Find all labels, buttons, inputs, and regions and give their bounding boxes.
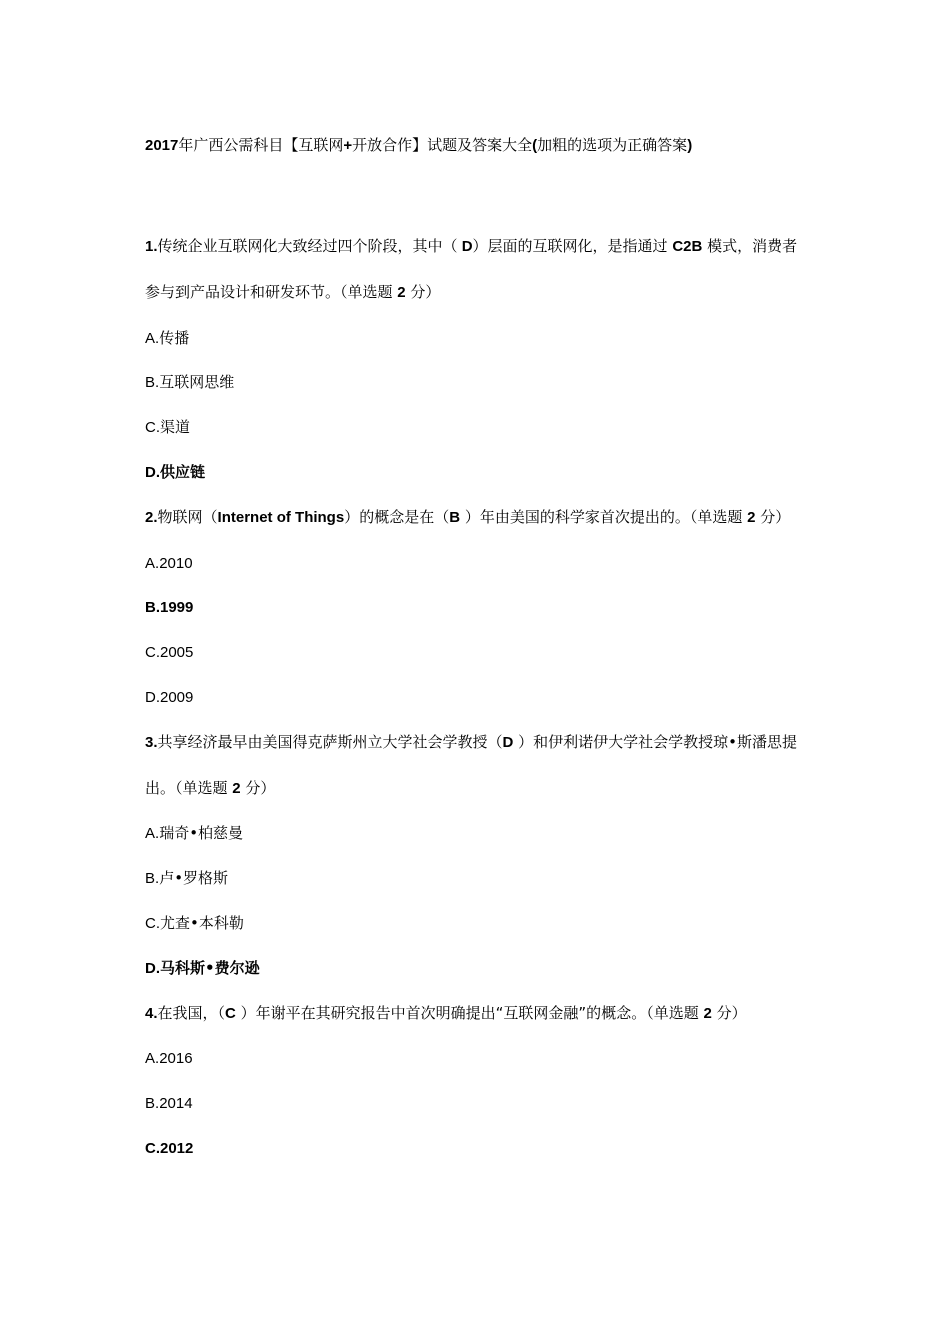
question-number: 4. (145, 1004, 158, 1022)
question-1 (145, 224, 810, 495)
option-label: C. (145, 1139, 160, 1157)
question-4 (145, 991, 810, 1171)
question-stem (145, 991, 810, 1037)
question-number: 1. (145, 238, 158, 255)
question-3 (145, 720, 810, 991)
option-c (145, 405, 810, 450)
option-text: 2005 (160, 644, 194, 662)
option-text: 传播 (159, 328, 190, 347)
question-stem (145, 495, 810, 541)
stem-text: Internet of Things (217, 508, 345, 526)
stem-text: D (502, 733, 514, 751)
stem-text: D (457, 238, 473, 255)
stem-text: 模式，消费者参与到产品设计和研发环节。（单选题 (145, 237, 798, 301)
option-text: 马科斯•费尔逊 (160, 958, 260, 977)
title-text-2: 开放合作】试题及答案大全 (352, 136, 533, 154)
option-text: 2009 (160, 688, 194, 706)
title-note-open: ( (532, 137, 538, 154)
option-label: A. (145, 554, 160, 572)
stem-text: B (449, 508, 461, 526)
option-text: 2016 (159, 1050, 193, 1068)
question-stem (145, 720, 810, 812)
stem-text: 在我国，（ (157, 1003, 226, 1022)
title-note-close: ) (687, 137, 693, 154)
option-b (145, 585, 810, 630)
option-label: C. (145, 644, 160, 662)
question-2 (145, 495, 810, 720)
option-text: 2012 (160, 1139, 194, 1157)
option-a (145, 541, 810, 586)
option-text: 2014 (159, 1095, 193, 1113)
option-label: D. (145, 463, 160, 481)
option-text: 瑞奇•柏慈曼 (159, 824, 244, 843)
option-label: B. (145, 1095, 160, 1113)
stem-text: 分） (755, 507, 791, 526)
document-title (145, 134, 810, 157)
option-text: 尤查•本科勒 (160, 913, 244, 932)
stem-text: ）年由美国的科学家首次提出的。（单选题 (460, 507, 748, 526)
option-label: B. (145, 374, 160, 392)
stem-text: 传统企业互联网化大致经过四个阶段，其中（ (157, 237, 458, 255)
stem-text: 2 (397, 283, 406, 301)
stem-text: 分） (711, 1003, 747, 1022)
option-a (145, 316, 810, 361)
stem-text: 2 (747, 508, 756, 526)
option-c (145, 630, 810, 675)
question-list (145, 224, 810, 1171)
stem-text: ）年谢平在其研究报告中首次明确提出“互联网金融”的概念。（单选题 (235, 1003, 704, 1022)
option-text: 1999 (160, 599, 194, 617)
option-text: 2010 (159, 554, 193, 572)
title-plus: + (343, 137, 353, 154)
title-note: 加粗的选项为正确答案 (537, 136, 688, 154)
option-label: D. (145, 959, 160, 977)
question-stem (145, 224, 810, 316)
stem-text: ）的概念是在（ (344, 507, 450, 526)
stem-text: 分） (405, 282, 441, 301)
option-label: A. (145, 329, 160, 347)
option-c (145, 1126, 810, 1171)
option-label: C. (145, 419, 160, 437)
stem-text: 物联网（ (157, 507, 218, 526)
stem-text: ）层面的互联网化，是指通过 (472, 237, 673, 255)
option-d (145, 675, 810, 720)
option-a (145, 1036, 810, 1081)
question-number: 2. (145, 508, 158, 526)
option-text: 供应链 (160, 462, 206, 481)
option-label: B. (145, 599, 160, 617)
option-label: A. (145, 1050, 160, 1068)
stem-text: 2 (703, 1004, 712, 1022)
option-b (145, 1081, 810, 1126)
option-text: 渠道 (160, 418, 191, 437)
stem-text: C2B (672, 238, 703, 255)
stem-text: C (225, 1004, 236, 1022)
option-c (145, 901, 810, 946)
option-d (145, 946, 810, 991)
title-text-1: 年广西公需科目【互联网 (178, 136, 344, 154)
option-text: 卢•罗格斯 (159, 869, 229, 888)
option-b (145, 856, 810, 901)
stem-text: 分） (240, 778, 276, 797)
stem-text: 共享经济最早由美国得克萨斯州立大学社会学教授（ (157, 732, 503, 751)
option-b (145, 360, 810, 405)
option-label: C. (145, 914, 160, 932)
option-text: 互联网思维 (159, 373, 235, 392)
stem-text: 2 (232, 779, 241, 797)
option-d (145, 450, 810, 495)
question-number: 3. (145, 733, 158, 751)
option-a (145, 811, 810, 856)
stem-text: ）和伊利诺伊大学社会学教授琼•斯潘思提出。（单选题 (145, 732, 797, 797)
option-label: B. (145, 870, 160, 888)
option-label: D. (145, 688, 160, 706)
option-label: A. (145, 825, 160, 843)
title-year: 2017 (145, 137, 179, 154)
